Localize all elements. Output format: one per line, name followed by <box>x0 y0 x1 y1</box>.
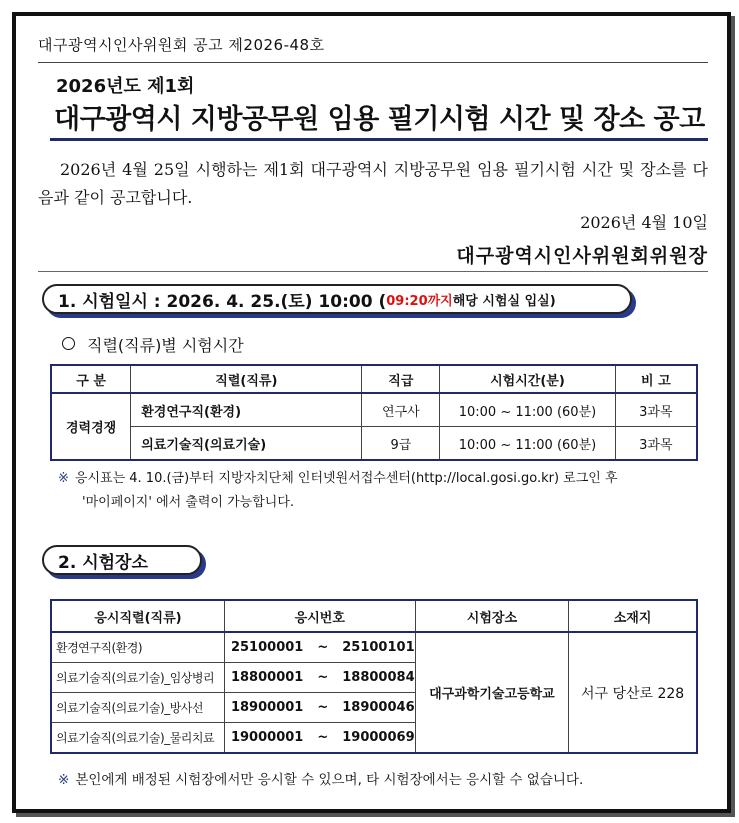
signer: 대구광역시인사위원회위원장 <box>456 245 708 267</box>
number-range-cell <box>224 723 415 754</box>
column-header: 비 고 <box>615 365 697 393</box>
entry-note: 해당 시험실 입실) <box>452 293 556 309</box>
schedule-subheading <box>62 333 244 356</box>
venue-notice <box>58 768 583 788</box>
table-row <box>51 393 697 427</box>
range-tilde: ~ <box>317 640 329 655</box>
title-underline <box>50 138 708 141</box>
admission-ticket-notice <box>58 467 704 515</box>
section1-heading <box>42 284 632 314</box>
remark-cell: 3과목 <box>615 427 697 461</box>
section1-title: 1. 시험일시 : 2026. 4. 25.(토) 10:00 ( <box>58 291 387 312</box>
range-tilde: ~ <box>317 670 329 685</box>
grade-cell: 연구사 <box>362 393 440 427</box>
column-header: 직급 <box>362 365 440 393</box>
schedule-subheading-label: 직렬(직류)별 시험시간 <box>87 336 244 355</box>
venue-table <box>50 599 698 754</box>
divider <box>38 62 708 63</box>
divider <box>38 271 708 272</box>
document-title: 대구광역시 지방공무원 임용 필기시험 시간 및 장소 공고 <box>54 104 705 135</box>
notice-date: 2026년 4월 10일 <box>580 213 708 232</box>
series-cell: 의료기술직(의료기술)_임상병리 <box>51 663 224 693</box>
column-header: 응시직렬(직류) <box>51 600 224 632</box>
number-to: 18900046 <box>342 700 415 715</box>
column-header: 시험장소 <box>415 600 569 632</box>
grade-cell: 9급 <box>362 427 440 461</box>
reference-mark: ※ <box>58 772 70 788</box>
reference-mark: ※ <box>58 471 69 486</box>
number-range-cell <box>224 693 415 723</box>
number-range-cell <box>224 663 415 693</box>
remark-cell: 3과목 <box>615 393 697 427</box>
column-header: 시험시간(분) <box>440 365 615 393</box>
entry-deadline: 09:20까지 <box>386 293 453 309</box>
table-row <box>51 427 697 461</box>
notice-line: 본인에게 배정된 시험장에서만 응시할 수 있으며, 타 시험장에서는 응시할 수 없습니다. <box>75 772 584 788</box>
series-cell: 의료기술직(의료기술)_방사선 <box>51 693 224 723</box>
series-cell: 환경연구직(환경) <box>131 393 362 427</box>
table-header-row <box>51 365 697 393</box>
number-to: 18800084 <box>342 670 415 685</box>
series-cell: 의료기술직(의료기술) <box>131 427 362 461</box>
intro-text: 2026년 4월 25일 시행하는 제1회 대구광역시 지방공무원 임용 필기시험 시간 및 장소를 다음과 같이 공고합니다. <box>38 160 708 207</box>
number-from: 25100001 <box>230 640 304 655</box>
section2-heading <box>42 545 202 575</box>
column-header: 직렬(직류) <box>131 365 362 393</box>
venue-cell: 대구과학기술고등학교 <box>415 632 569 753</box>
series-cell: 환경연구직(환경) <box>51 632 224 663</box>
table-header-row <box>51 600 697 632</box>
circle-bullet-icon <box>62 337 75 350</box>
document-subtitle: 2026년도 제1회 <box>56 76 195 97</box>
time-cell: 10:00 ~ 11:00 (60분) <box>440 393 615 427</box>
notice-line: 응시표는 4. 10.(금)부터 지방자치단체 인터넷원서접수센터(http://local.gosi.go.kr) 로그인 후 <box>74 471 618 486</box>
table-row <box>51 632 697 663</box>
column-header: 구 분 <box>51 365 131 393</box>
number-from: 18800001 <box>230 670 304 685</box>
number-to: 25100101 <box>342 640 415 655</box>
number-range-cell <box>224 632 415 663</box>
notice-line: '마이페이지' 에서 출력이 가능합니다. <box>82 495 295 510</box>
column-header: 응시번호 <box>224 600 415 632</box>
number-to: 19000069 <box>342 730 415 745</box>
schedule-table <box>50 364 698 461</box>
range-tilde: ~ <box>317 730 329 745</box>
time-cell: 10:00 ~ 11:00 (60분) <box>440 427 615 461</box>
column-header: 소재지 <box>569 600 697 632</box>
series-cell: 의료기술직(의료기술)_물리치료 <box>51 723 224 754</box>
number-from: 18900001 <box>230 700 304 715</box>
group-cell: 경력경쟁 <box>51 393 131 460</box>
number-from: 19000001 <box>230 730 304 745</box>
range-tilde: ~ <box>317 700 329 715</box>
section2-title: 2. 시험장소 <box>58 552 148 573</box>
location-cell: 서구 당산로 228 <box>569 632 697 753</box>
notice-number: 대구광역시인사위원회 공고 제2026-48호 <box>38 36 325 54</box>
